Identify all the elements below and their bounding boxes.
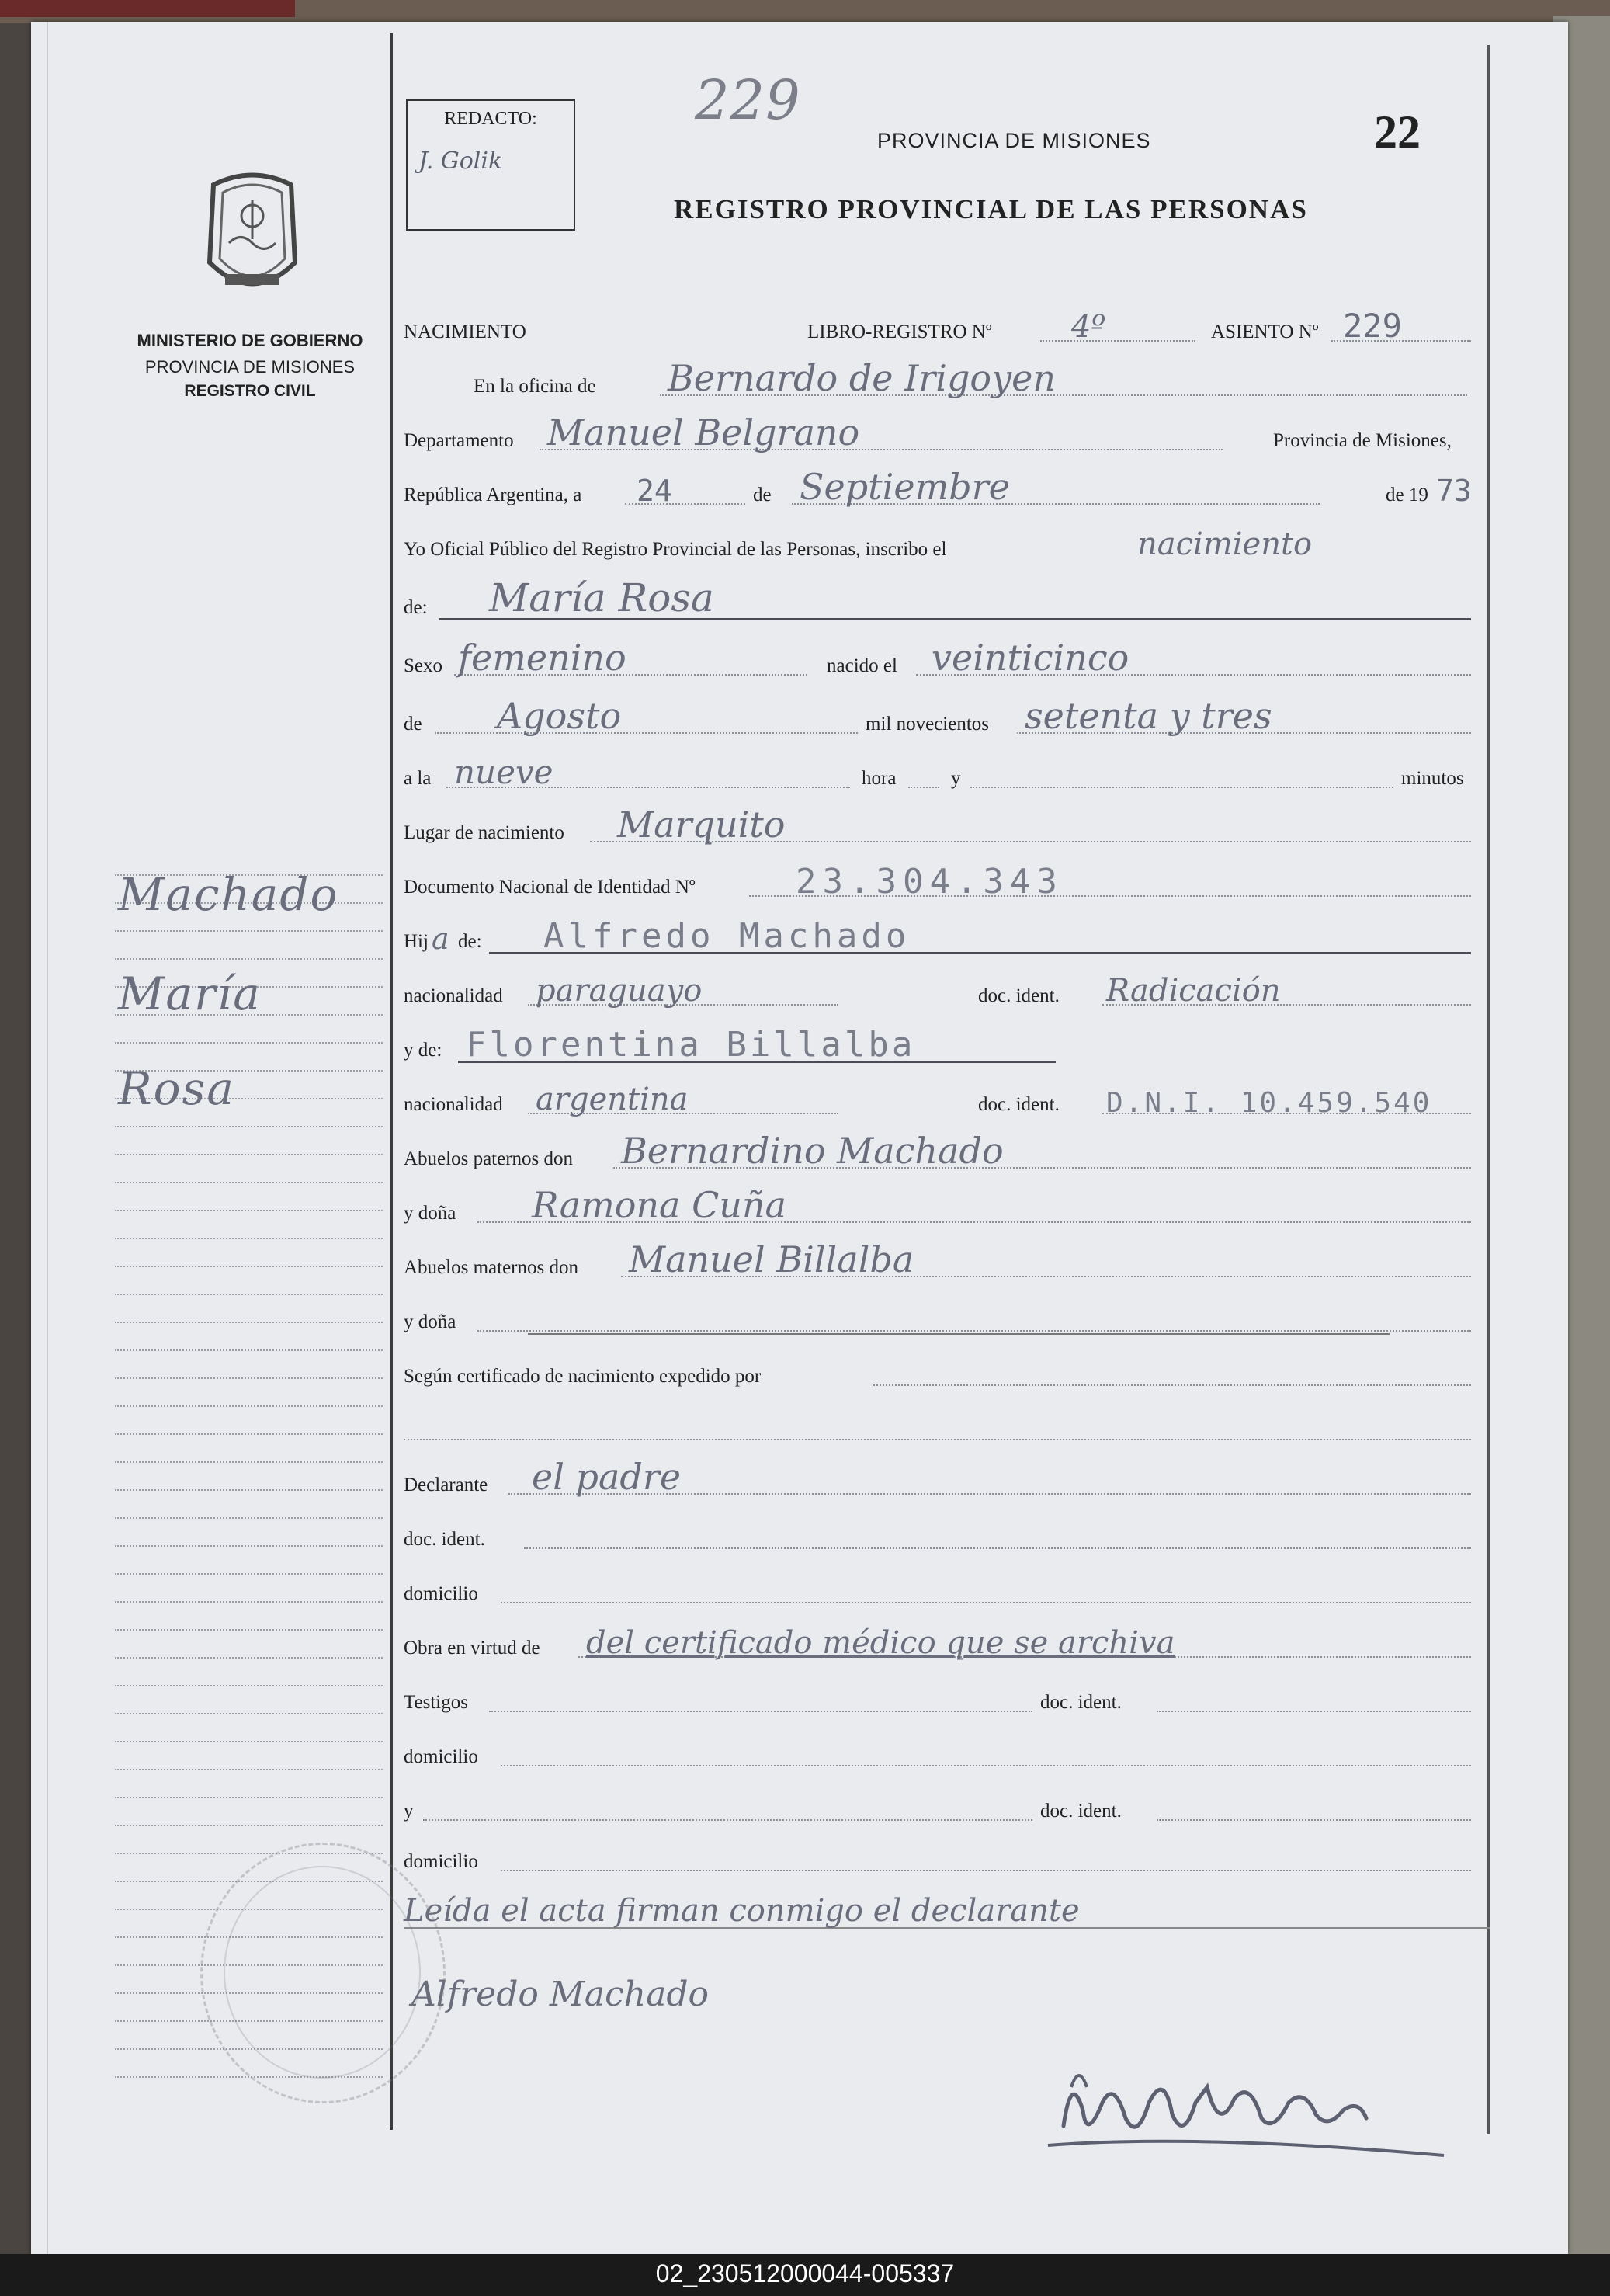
row-abuelos-maternos [404, 1238, 1537, 1283]
row-departamento [404, 412, 1537, 457]
domicilio-label: domicilio [404, 1583, 478, 1604]
handwritten-act-number: 229 [695, 68, 801, 132]
margin-surname: Machado [118, 868, 339, 921]
nacionalidad-padre-label: nacionalidad [404, 985, 503, 1006]
abuela-paterna-value: Ramona Cuña [532, 1184, 786, 1226]
segun-label: Según certificado de nacimiento expedido por [404, 1366, 762, 1387]
row-nacimiento [404, 309, 1537, 348]
de-label: de [753, 485, 772, 505]
margin-rule [390, 33, 393, 2130]
hora-value: nueve [454, 753, 553, 791]
hija-label-prefix: Hij [404, 931, 429, 952]
departamento-label: Departamento [404, 430, 514, 451]
ministry-line1: MINISTERIO DE GOBIERNO [137, 331, 363, 350]
row-obra [404, 1625, 1537, 1664]
lugar-label: Lugar de nacimiento [404, 822, 564, 843]
row-domicilio-testigo2 [404, 1839, 1537, 1877]
anio-value: setenta y tres [1025, 695, 1272, 737]
hija-suffix: a [432, 922, 450, 956]
faded-stamp-inner [224, 1866, 421, 2079]
abuelo-paterno-value: Bernardino Machado [621, 1130, 1004, 1172]
row-abuela-paterna [404, 1184, 1537, 1229]
top-strip [0, 0, 1610, 23]
year-label: de 19 [1386, 485, 1428, 505]
year-value: 73 [1436, 474, 1472, 508]
row-fecha-inscripcion [404, 466, 1537, 511]
abuelos-maternos-label: Abuelos maternos don [404, 1257, 578, 1278]
dni-value: 23.304.343 [796, 862, 1064, 901]
row-nombre [404, 575, 1537, 623]
nacimiento-label: NACIMIENTO [404, 321, 526, 342]
ministry-line3: REGISTRO CIVIL [184, 382, 316, 400]
domicilio2-label: domicilio [404, 1746, 478, 1767]
y-dona2-label: y doña [404, 1311, 456, 1332]
oficial-value: nacimiento [1137, 526, 1313, 562]
dni-label: Documento Nacional de Identidad Nº [404, 877, 696, 898]
abuelo-materno-value: Manuel Billalba [629, 1238, 914, 1280]
asiento-label: ASIENTO Nº [1211, 321, 1319, 342]
nombre-value: María Rosa [489, 575, 714, 620]
doc-padre-value: Radicación [1106, 973, 1281, 1009]
sexo-value: femenino [458, 637, 626, 679]
registry-title: REGISTRO PROVINCIAL DE LAS PERSONAS [674, 194, 1308, 224]
nacido-label: nacido el [827, 655, 897, 676]
row-dni [404, 864, 1537, 903]
row-hora [404, 755, 1537, 794]
page-fold [47, 22, 48, 2254]
row-abuelos-paternos [404, 1130, 1537, 1175]
nacionalidad-madre-label: nacionalidad [404, 1094, 503, 1115]
row-segun [404, 1353, 1537, 1392]
doc-ident-madre-label: doc. ident. [978, 1094, 1060, 1115]
asiento-value: 229 [1343, 307, 1402, 345]
row-nacionalidad-padre [404, 973, 1537, 1012]
row-abuela-materna [404, 1299, 1537, 1338]
row-nacionalidad-madre [404, 1082, 1537, 1120]
row-declarante [404, 1456, 1537, 1501]
oficina-label: En la oficina de [474, 376, 596, 397]
de-mes-label: de [404, 714, 422, 735]
y-label: y [951, 768, 961, 789]
doc-ident-padre-label: doc. ident. [978, 985, 1060, 1006]
document-id: 02_230512000044-005337 [655, 2260, 955, 2287]
hija-de-label: de: [458, 931, 482, 952]
row-firma-declarante [404, 1975, 1537, 2017]
doc-ident2-label: doc. ident. [404, 1529, 485, 1550]
month-value: Septiembre [800, 466, 1010, 508]
row-domicilio-testigo1 [404, 1734, 1537, 1773]
official-signature-icon [1040, 2056, 1452, 2165]
sexo-label: Sexo [404, 655, 442, 676]
doc-ident3-label: doc. ident. [1040, 1692, 1122, 1713]
nacionalidad-padre-value: paraguayo [536, 973, 703, 1009]
row-testigo2 [404, 1788, 1537, 1827]
abuelos-paternos-label: Abuelos paternos don [404, 1148, 574, 1169]
minutos-label: minutos [1401, 768, 1464, 789]
row-doc-ident-declarante [404, 1516, 1537, 1555]
closing-value: Leída el acta firman conmigo el declarante [404, 1893, 1080, 1929]
mes-nacimiento-value: Agosto [497, 695, 622, 737]
oficina-value: Bernardo de Irigoyen [668, 357, 1056, 399]
row-blank [404, 1408, 1537, 1447]
row-hija [404, 916, 1537, 957]
row-lugar [404, 804, 1537, 849]
mil-label: mil novecientos [866, 714, 989, 735]
margin-given-name-2: Rosa [118, 1062, 235, 1115]
margin-given-name-1: María [118, 967, 262, 1020]
declarante-value: el padre [532, 1456, 682, 1498]
provincial-seal-icon [198, 169, 307, 305]
signature-declarante: Alfredo Machado [411, 1975, 710, 2014]
row-cierre [404, 1893, 1537, 1932]
row-madre [404, 1027, 1537, 1066]
departamento-value: Manuel Belgrano [547, 412, 860, 453]
redacto-label: REDACTO: [444, 109, 537, 129]
doc-ident4-label: doc. ident. [1040, 1801, 1122, 1822]
row-testigos [404, 1679, 1537, 1718]
obra-label: Obra en virtud de [404, 1638, 540, 1659]
redacto-signature: J. Golik [418, 148, 503, 175]
libro-value: 4º [1071, 309, 1106, 345]
row-domicilio-declarante [404, 1571, 1537, 1610]
nacido-value: veinticinco [932, 637, 1129, 679]
de-colon-label: de: [404, 597, 428, 618]
row-oficial [404, 526, 1537, 565]
madre-value: Florentina Billalba [466, 1025, 916, 1065]
domicilio3-label: domicilio [404, 1851, 478, 1872]
libro-label: LIBRO-REGISTRO Nº [807, 321, 992, 342]
ministry-block [134, 331, 366, 401]
row-sexo [404, 637, 1537, 682]
day-value: 24 [637, 474, 672, 508]
testigos-label: Testigos [404, 1692, 468, 1713]
province-title: PROVINCIA DE MISIONES [877, 129, 1151, 152]
provincia-label: Provincia de Misiones, [1273, 430, 1452, 451]
ministry-line2: PROVINCIA DE MISIONES [144, 357, 356, 377]
y-de-label: y de: [404, 1040, 442, 1061]
row-oficina [404, 357, 1537, 402]
redacto-box [406, 99, 575, 231]
nacionalidad-madre-value: argentina [536, 1082, 689, 1117]
page-number: 22 [1374, 106, 1421, 158]
declarante-label: Declarante [404, 1475, 488, 1495]
register-page [31, 22, 1568, 2254]
ala-label: a la [404, 768, 432, 789]
obra-value: del certificado médico que se archiva [586, 1625, 1175, 1661]
doc-madre-value: D.N.I. 10.459.540 [1106, 1087, 1432, 1119]
y2-label: y [404, 1801, 414, 1822]
republica-label: República Argentina, a [404, 485, 582, 505]
padre-value: Alfredo Machado [543, 916, 911, 956]
hora-label: hora [862, 768, 897, 789]
lugar-value: Marquito [617, 804, 786, 846]
oficial-text: Yo Oficial Público del Registro Provincial de las Personas, inscribo el [404, 539, 947, 560]
row-fecha-nacimiento [404, 695, 1537, 740]
y-dona-label: y doña [404, 1203, 456, 1224]
